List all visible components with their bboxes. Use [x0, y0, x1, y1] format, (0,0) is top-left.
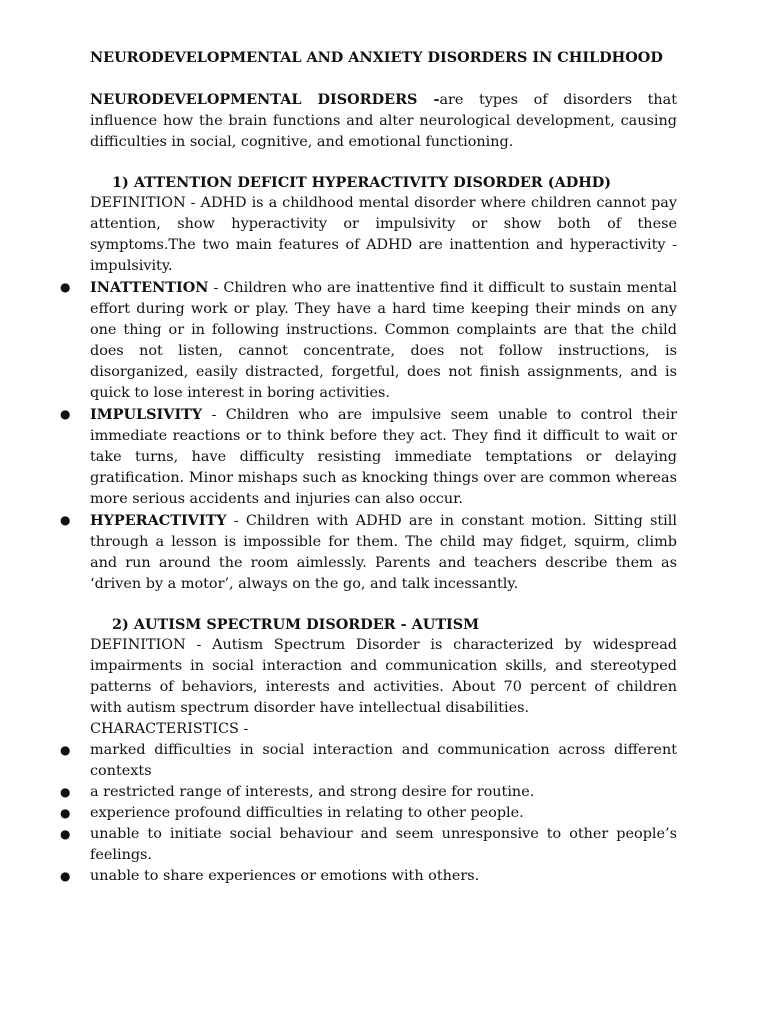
list-item-text: a restricted range of interests, and strong desire for routine.: [90, 784, 535, 800]
autism-characteristics-list: [60, 740, 677, 887]
bullet-icon: ●: [60, 785, 71, 799]
bullet-text: - Children who are impulsive seem unable to control their immediate reactions or to think before they act. They find it difficult to wait or take turns, have difficulty resisting immediate temptations or delaying gratification. Minor mishaps such as knocking things over are common whereas more serious accidents and injuries can also occur.: [90, 407, 677, 507]
adhd-feature-list: [60, 277, 677, 595]
intro-term: NEURODEVELOPMENTAL DISORDERS -: [90, 91, 440, 108]
characteristics-label: CHARACTERISTICS -: [90, 721, 249, 737]
document-body: [60, 46, 677, 887]
list-item-impulsivity: [60, 404, 677, 510]
bullet-term: IMPULSIVITY: [90, 406, 203, 423]
bullet-icon: ●: [60, 407, 71, 421]
bullet-icon: ●: [60, 869, 71, 883]
section-heading-autism: 2) AUTISM SPECTRUM DISORDER - AUTISM: [112, 616, 480, 633]
bullet-icon: ●: [60, 743, 71, 757]
bullet-term: INATTENTION: [90, 279, 209, 296]
document-title: NEURODEVELOPMENTAL AND ANXIETY DISORDERS IN CHILDHOOD: [90, 49, 663, 66]
autism-definition: DEFINITION - Autism Spectrum Disorder is characterized by widespread impairments in social interaction and communication skills, and stereotyped patterns of behaviors, interests and activities. About 70 percent of children with autism spectrum disorder have intellectual disabilities.: [90, 637, 677, 716]
intro-paragraph: [90, 89, 677, 153]
list-item: [60, 824, 677, 866]
list-item: [60, 866, 677, 887]
list-item-inattention: [60, 277, 677, 404]
section-heading-adhd: 1) ATTENTION DEFICIT HYPERACTIVITY DISORDER (ADHD): [112, 174, 612, 191]
bullet-text: - Children with ADHD are in constant motion. Sitting still through a lesson is impossible for them. The child may fidget, squirm, climb and run around the room aimlessly. Parents and teachers describe them as ‘driven by a motor’, always on the go, and talk incessantly.: [90, 513, 677, 592]
bullet-icon: ●: [60, 280, 71, 294]
list-item-hyperactivity: [60, 510, 677, 595]
bullet-icon: ●: [60, 827, 71, 841]
adhd-definition: DEFINITION - ADHD is a childhood mental disorder where children cannot pay attention, show hyperactivity or impulsivity or show both of these symptoms.The two main features of ADHD are inattention and hyperactivity - impulsivity.: [90, 195, 677, 274]
bullet-icon: ●: [60, 806, 71, 820]
list-item: [60, 803, 677, 824]
bullet-term: HYPERACTIVITY: [90, 512, 227, 529]
list-item: [60, 740, 677, 782]
intro-text: are types of disorders that influence how the brain functions and alter neurological development, causing difficulties in social, cognitive, and emotional functioning.: [90, 92, 677, 150]
bullet-text: - Children who are inattentive find it difficult to sustain mental effort during work or play. They have a hard time keeping their minds on any one thing or in following instructions. Common complaints are that the child does not listen, cannot concentrate, does not follow instructions, is disorganized, easily distracted, forgetful, does not finish assignments, and is quick to lose interest in boring activities.: [90, 280, 677, 401]
list-item-text: experience profound difficulties in relating to other people.: [90, 805, 524, 821]
list-item-text: unable to share experiences or emotions with others.: [90, 868, 480, 884]
list-item-text: unable to initiate social behaviour and seem unresponsive to other people’s feelings.: [90, 826, 677, 863]
bullet-icon: ●: [60, 513, 71, 527]
list-item: [60, 782, 677, 803]
list-item-text: marked difficulties in social interaction and communication across different contexts: [90, 742, 677, 779]
